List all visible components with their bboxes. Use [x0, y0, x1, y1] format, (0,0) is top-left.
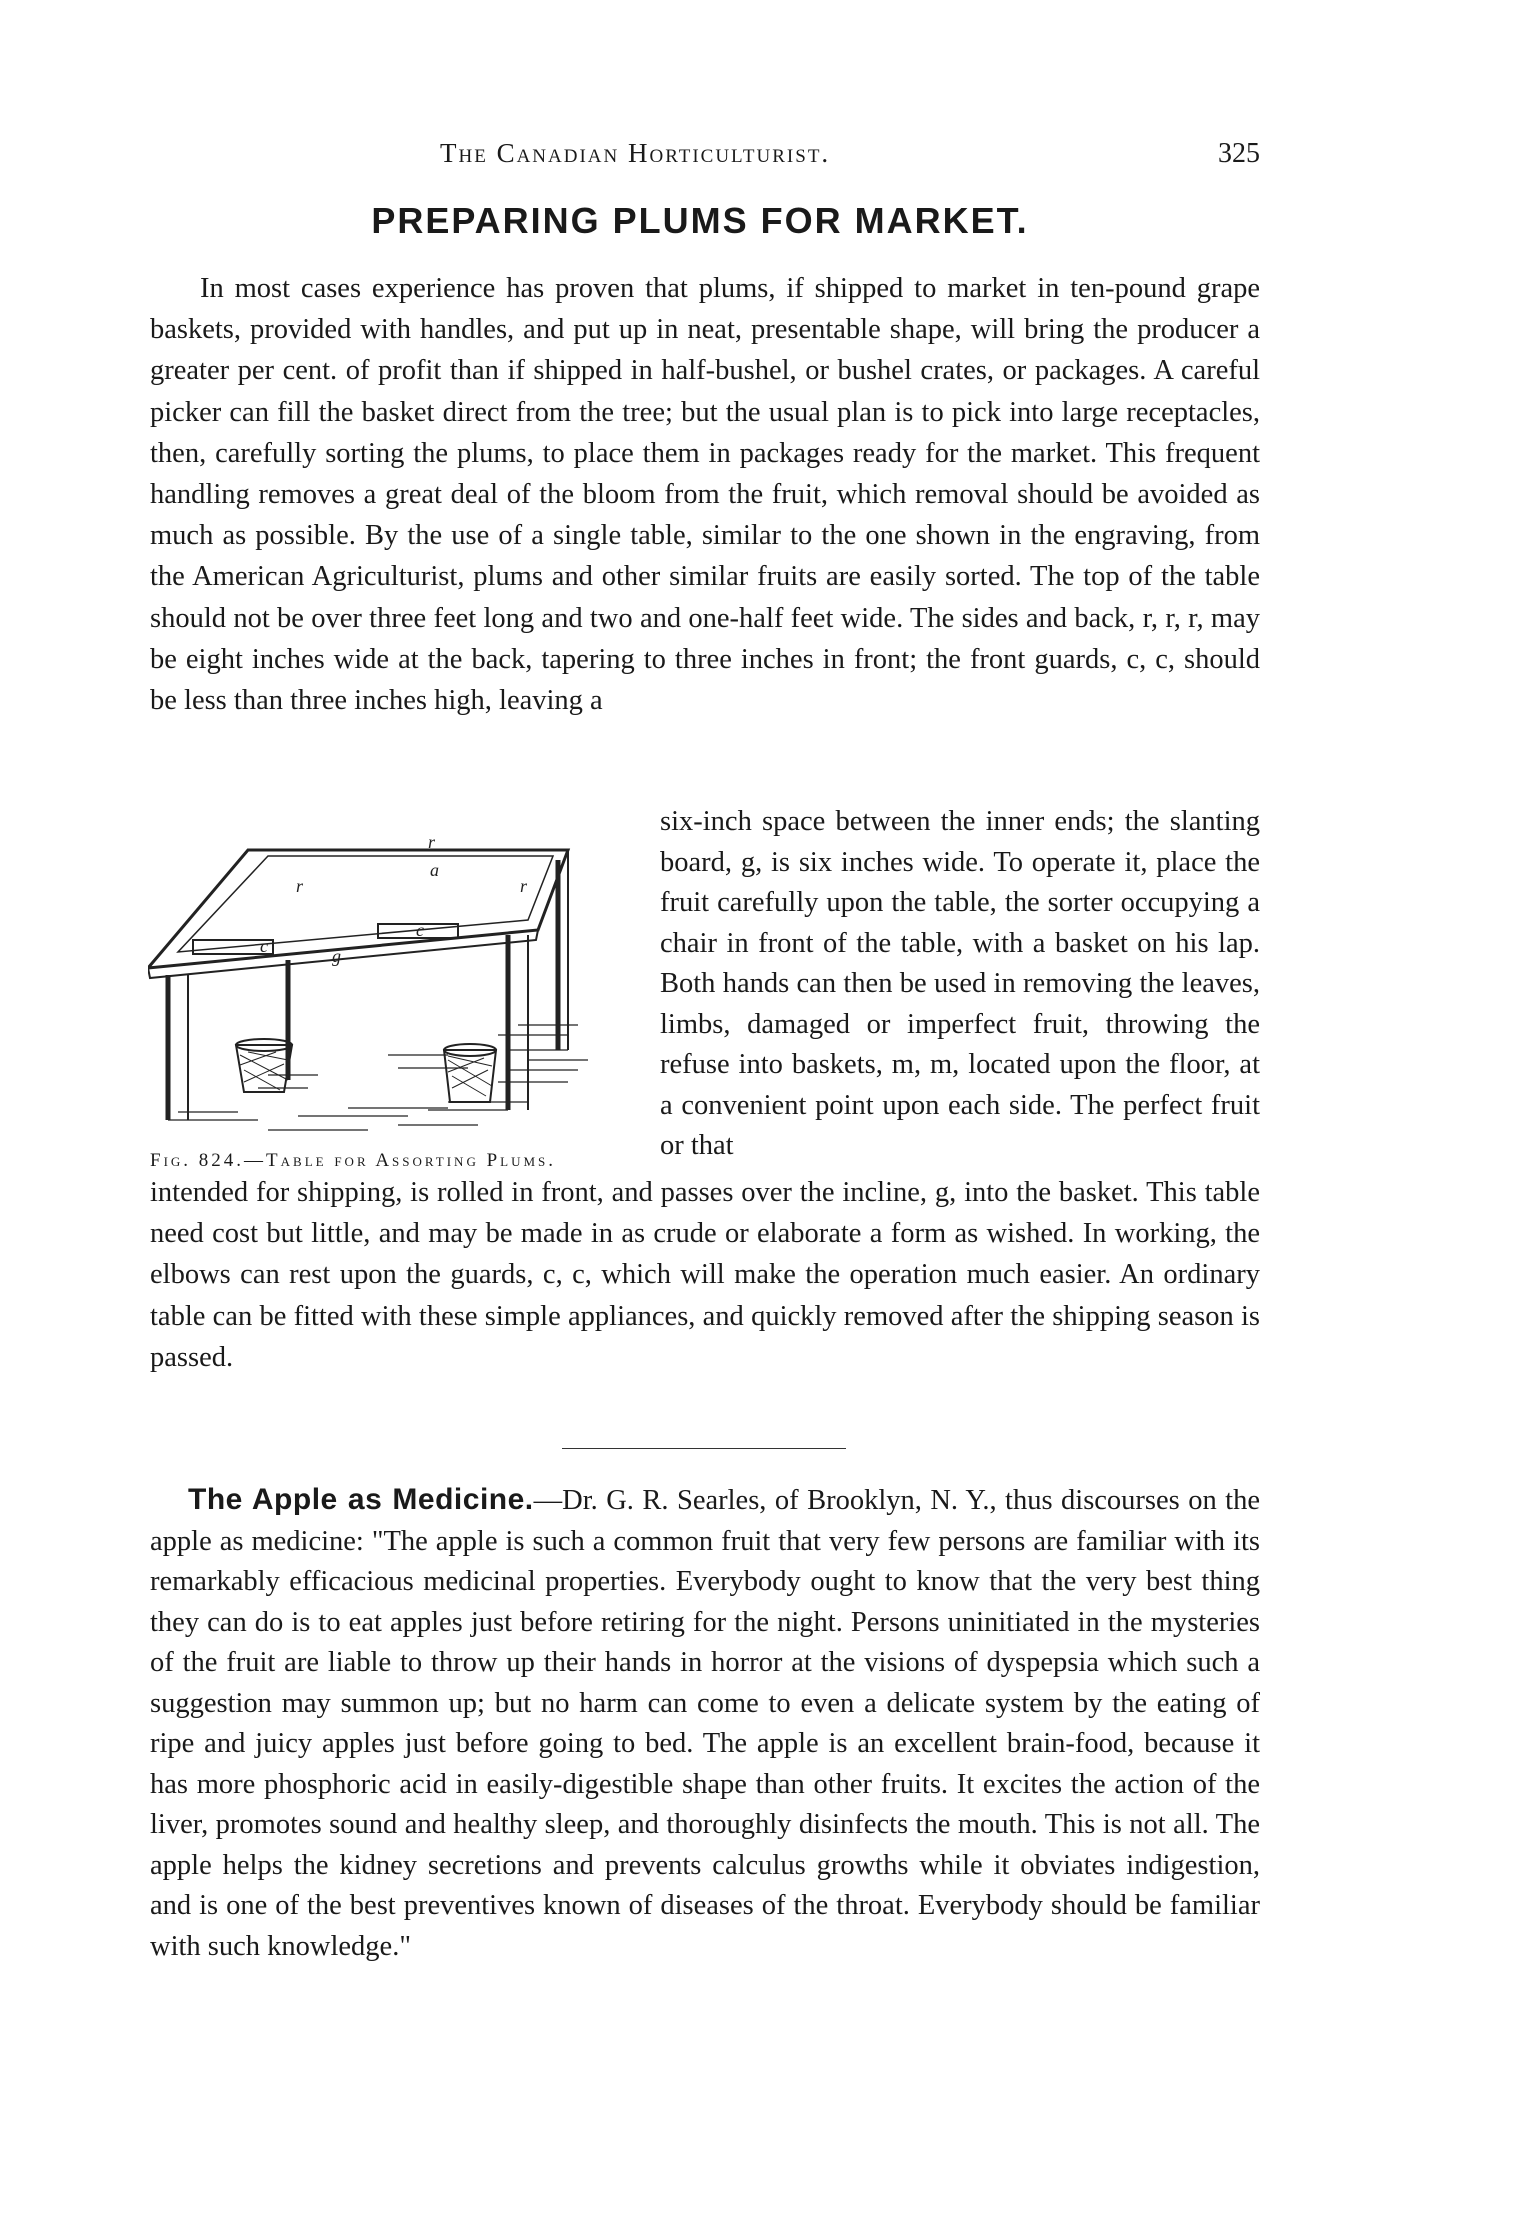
table-illustration [148, 820, 660, 1160]
label-g: g [332, 946, 341, 966]
label-r-top: r [428, 832, 436, 852]
label-a: a [430, 860, 439, 880]
basket-left [236, 1039, 292, 1092]
label-r-left: r [296, 876, 304, 896]
article-title: PREPARING PLUMS FOR MARKET. [371, 200, 1029, 241]
apple-medicine-article [150, 1480, 1260, 1967]
section-divider [562, 1448, 846, 1449]
label-c-right: c [416, 920, 424, 940]
running-head: The Canadian Horticulturist. [440, 138, 831, 168]
label-r-right: r [520, 876, 528, 896]
page-number: 325 [1218, 138, 1260, 169]
figure-caption: Fig. 824.—Table for Assorting Plums. [150, 1150, 557, 1171]
basket-right [444, 1044, 496, 1102]
label-c-left: c [260, 936, 268, 956]
run-in-heading: The Apple as Medicine. [188, 1483, 534, 1516]
table-top [148, 850, 568, 968]
paragraph-continuation: intended for shipping, is rolled in front, and passes over the incline, g, into the basket. This table need cost but little, and may be made in as crude or elaborate a form as wished. In working, the elbows can rest upon the guards, c, c, which will make the operation much easier. An ordinary table can be fitted with these simple appliances, and quickly removed after the shipping season is passed. [150, 1177, 1260, 1373]
paragraph-intro: In most cases experience has proven that plums, if shipped to market in ten-pound grape baskets, provided with handles, and put up in neat, presentable shape, will bring the producer a greater per cent. of profit than if shipped in half-bushel, or bushel crates, or packages. A careful picker can fill the basket direct from the tree; but the usual plan is to pick into large receptacles, then, carefully sorting the plums, to place them in packages ready for the market. This frequent handling removes a great deal of the bloom from the fruit, which removal should be avoided as much as possible. By the use of a single table, similar to the one shown in the engraving, from the American Agriculturist, plums and other similar fruits are easily sorted. The top of the table should not be over three feet long and two and one-half feet wide. The sides and back, r, r, r, may be eight inches wide at the back, tapering to three inches in front; the front guards, c, c, should be less than three inches high, leaving a [150, 273, 1260, 717]
apple-medicine-body: —Dr. G. R. Searles, of Brooklyn, N. Y., thus discourses on the apple as medicine: "The apple is such a common fruit that very few persons are familiar with its remarkably efficacious medicinal properties. Everybody ought to know that the very best thing they can do is to eat apples just before retiring for the night. Persons uninitiated in the mysteries of the fruit are liable to throw up their hands in horror at the visions of dyspepsia which such a suggestion may summon up; but no harm can come to even a delicate system by the eating of ripe and juicy apples just before going to bed. The apple is an excellent brain-food, because it has more phosphoric acid in easily-digestible shape than other fruits. It excites the action of the liver, promotes sound and healthy sleep, and thoroughly disinfects the mouth. This is not all. The apple helps the kidney secretions and prevents calculus growths while it obviates indigestion, and is one of the best preventives known of diseases of the throat. Everybody should be familiar with such knowledge." [150, 1485, 1260, 1962]
page-header [150, 138, 1260, 178]
paragraph-wrapped-beside-figure: six-inch space between the inner ends; the slanting board, g, is six inches wide. To operate it, place the fruit carefully upon the table, the sorter occupying a chair in front of the table, with a basket on his lap. Both hands can then be used in removing the leaves, limbs, damaged or imperfect fruit, throwing the refuse into baskets, m, m, located upon the floor, at a convenient point upon each side. The perfect fruit or that [660, 806, 1260, 1161]
floor-hatching [168, 1025, 588, 1130]
sorting-table-engraving [148, 820, 660, 1200]
